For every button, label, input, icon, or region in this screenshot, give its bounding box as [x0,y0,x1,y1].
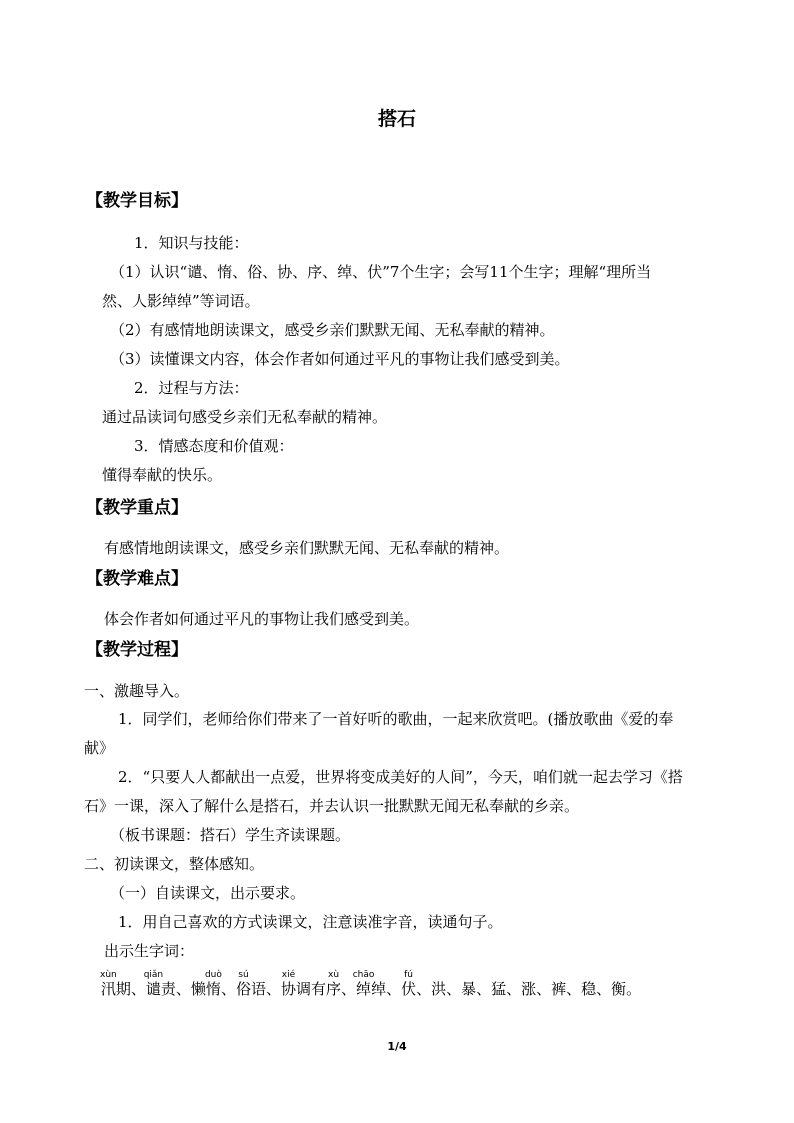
pinyin-5: xié [280,970,296,980]
pinyin-6: xù [326,970,342,980]
objectives-line-7: 通过品读词句感受乡亲们无私奉献的精神。 [102,408,388,426]
vocab-text-5: 调有 [296,980,327,998]
vocab-text-2: 责、懒 [160,980,206,998]
vocab-char-3: 惰duò [204,970,222,998]
objectives-line-9: 懂得奉献的快乐。 [102,466,223,484]
process-line-7: 二、初读课文，整体感知。 [84,855,265,873]
vocab-text-6: 、 [341,980,357,998]
key-points-text: 有感情地朗读课文，感受乡亲们默默无闻、无私奉献的精神。 [104,539,510,557]
objectives-line-1: 1．知识与技能： [134,234,249,252]
vocab-char-8: 伏fú [401,970,417,998]
vocab-char-7: 绰chāo [352,970,375,998]
objectives-line-3: 然、人影绰绰”等词语。 [102,292,260,310]
vocab-char-4: 俗sú [235,970,251,998]
pinyin-7: chāo [352,970,375,980]
vocab-text-3: 、 [220,980,236,998]
objectives-line-2: （1）认识“谴、惰、俗、协、序、绰、伏”7个生字；会写11个生字；理解“理所当 [110,263,652,281]
process-line-4: 2．“只要人人都献出一点爱，世界将变成美好的人间”，今天，咱们就一起去学习《搭 [118,768,683,786]
vocab-char-2: 谴qiǎn [143,970,164,998]
process-line-1: 一、激趣导入。 [84,682,190,700]
pinyin-4: sú [235,970,251,980]
vocab-char-1: 汛xùn [100,970,117,998]
vocab-line-with-pinyin [100,970,641,999]
pinyin-1: xùn [100,970,117,980]
difficulties-text: 体会作者如何通过平凡的事物让我们感受到美。 [104,610,420,628]
pinyin-3: duò [204,970,222,980]
process-line-5: 石》一课，深入了解什么是搭石，并去认识一批默默无闻无私奉献的乡亲。 [84,797,580,815]
page-number: 1/4 [387,1040,407,1053]
vocab-text-8: 、洪、暴、猛、涨、裤、稳、衡。 [416,980,642,998]
process-line-6: （板书课题：搭石）学生齐读课题。 [110,826,351,844]
document-title: 搭石 [377,108,416,130]
process-line-2: 1．同学们，老师给你们带来了一首好听的歌曲，一起来欣赏吧。(播放歌曲《爱的奉 [118,710,674,728]
process-line-9: 1．用自己喜欢的方式读课文，注意读准字音，读通句子。 [118,913,503,931]
vocab-char-6: 序xù [326,970,342,998]
process-line-3: 献》 [84,739,115,757]
vocab-text-1: 期、 [115,980,146,998]
difficulties-heading: 【教学难点】 [86,569,188,589]
vocab-char-5: 协xié [280,970,296,998]
process-heading: 【教学过程】 [86,640,188,660]
objectives-line-4: （2）有感情地朗读课文，感受乡亲们默默无闻、无私奉献的精神。 [110,321,555,339]
process-line-8: （一）自读课文，出示要求。 [110,884,306,902]
pinyin-8: fú [401,970,417,980]
vocab-text-7: 绰、 [371,980,402,998]
process-line-10: 出示生字词： [104,942,195,960]
pinyin-2: qiǎn [143,970,164,980]
objectives-line-8: 3．情感态度和价值观： [134,437,294,455]
objectives-line-6: 2．过程与方法： [134,379,249,397]
objectives-heading: 【教学目标】 [86,191,188,211]
key-points-heading: 【教学重点】 [86,498,188,518]
objectives-line-5: （3）读懂课文内容，体会作者如何通过平凡的事物让我们感受到美。 [110,350,570,368]
vocab-text-4: 语、 [250,980,281,998]
